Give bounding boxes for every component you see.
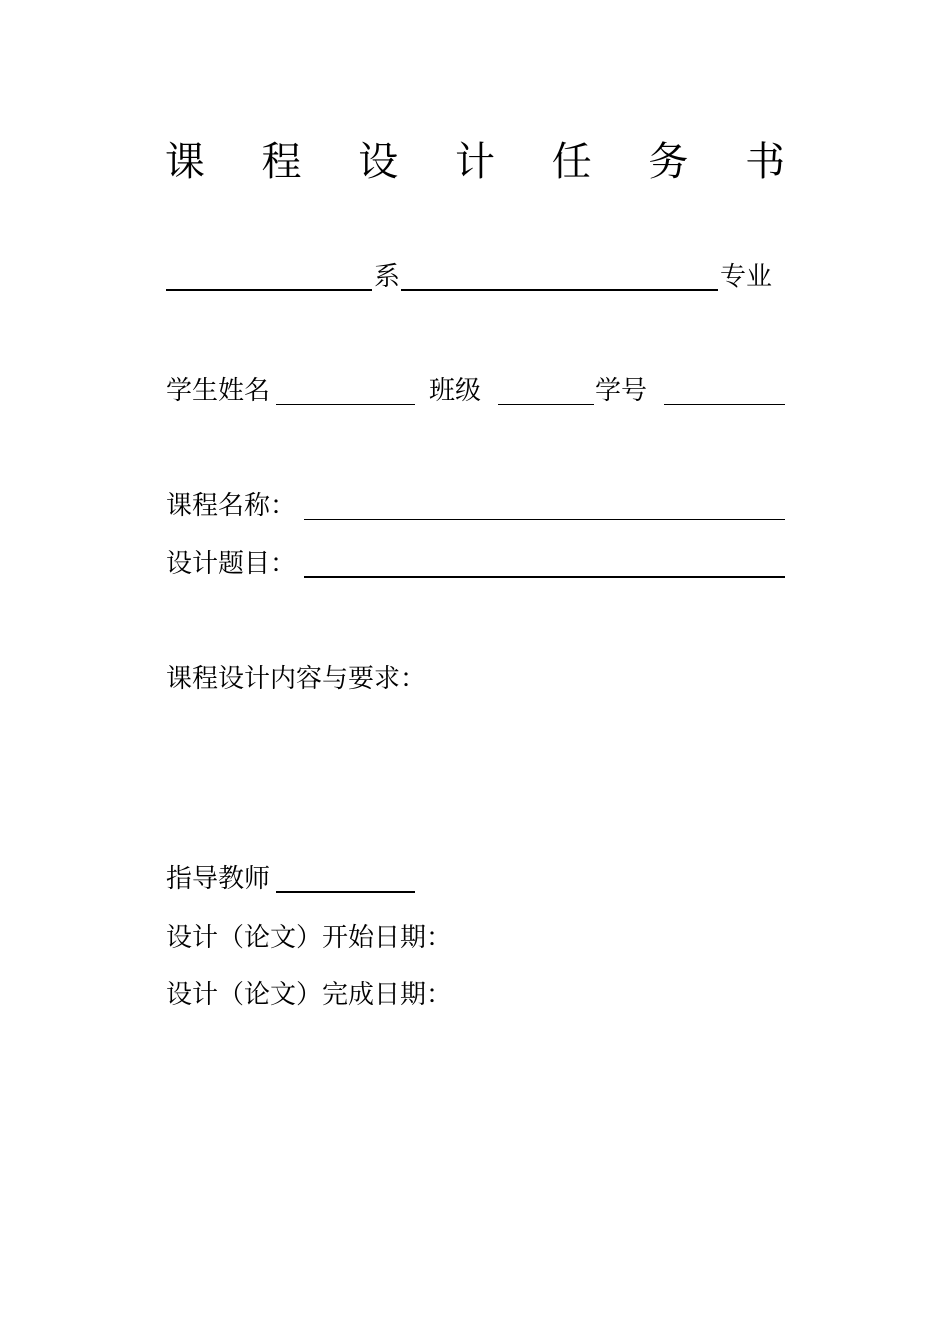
major-label: 专业 <box>720 262 773 292</box>
class-label: 班级 <box>429 376 482 406</box>
department-label: 系 <box>374 262 401 292</box>
major-blank[interactable] <box>401 289 718 291</box>
class-blank[interactable] <box>498 404 594 405</box>
course-name-label: 课程名称： <box>166 491 297 521</box>
student-name-label: 学生姓名 <box>166 376 271 406</box>
course-name-blank[interactable] <box>304 519 785 520</box>
design-topic-blank[interactable] <box>304 576 785 578</box>
document-title: 课 程 设 计 任 务 书 <box>164 139 808 185</box>
advisor-label: 指导教师 <box>166 864 271 894</box>
student-id-blank[interactable] <box>664 404 785 405</box>
student-name-blank[interactable] <box>276 404 415 405</box>
student-id-label: 学号 <box>595 376 648 406</box>
department-blank[interactable] <box>166 289 372 291</box>
advisor-blank[interactable] <box>276 891 415 893</box>
design-topic-label: 设计题目： <box>166 549 297 579</box>
start-date-label: 设计（论文）开始日期： <box>166 923 453 953</box>
content-requirements-label: 课程设计内容与要求： <box>166 664 427 694</box>
completion-date-label: 设计（论文）完成日期： <box>166 980 453 1010</box>
